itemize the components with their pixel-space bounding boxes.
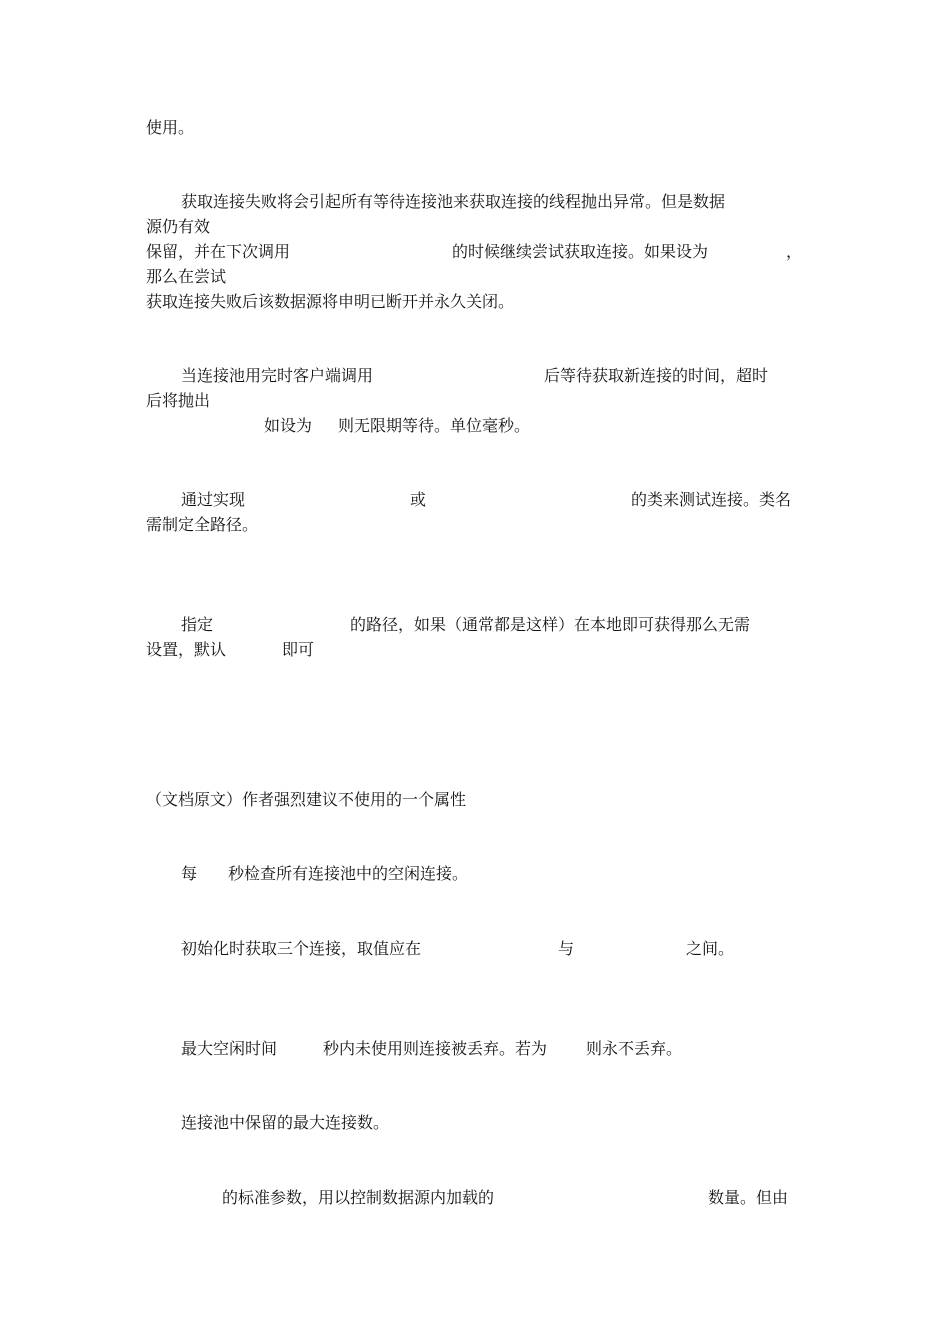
text-line: 通过实现: [181, 490, 246, 509]
text-line: （文档原文）作者强烈建议不使用的一个属性: [146, 790, 467, 809]
text-line: 初始化时获取三个连接，取值应在: [181, 939, 422, 958]
text-line: 则无限期等待。单位毫秒。: [338, 416, 531, 435]
text-line: 如设为: [264, 416, 313, 435]
text-line: 设置，默认: [146, 640, 227, 659]
text-line: 连接池中保留的最大连接数。: [181, 1113, 390, 1132]
text-line: 最大空闲时间: [181, 1039, 278, 1058]
text-line: 后等待获取新连接的时间，超时: [544, 366, 769, 385]
text-line: 秒检查所有连接池中的空闲连接。: [228, 864, 469, 883]
text-line: 之间。: [686, 939, 735, 958]
text-line: 保留，并在下次调用: [146, 242, 291, 261]
text-line: 每: [181, 864, 198, 883]
text-line: 指定: [181, 615, 214, 634]
text-line: 获取连接失败后该数据源将申明已断开并永久关闭。: [146, 292, 515, 311]
text-line: 源仍有效: [146, 217, 211, 236]
text-line: ，: [786, 242, 803, 261]
text-line: 使用。: [146, 118, 195, 137]
text-line: 秒内未使用则连接被丢弃。若为: [323, 1039, 548, 1058]
text-line: 那么在尝试: [146, 267, 227, 286]
text-line: 的时候继续尝试获取连接。如果设为: [452, 242, 709, 261]
text-line: 获取连接失败将会引起所有等待连接池来获取连接的线程抛出异常。但是数据: [181, 192, 726, 211]
text-line: 即可: [282, 640, 315, 659]
text-line: 需制定全路径。: [146, 515, 259, 534]
text-line: 的类来测试连接。类名: [631, 490, 792, 509]
text-line: 后将抛出: [146, 391, 211, 410]
text-line: 的标准参数，用以控制数据源内加载的: [222, 1188, 495, 1207]
text-line: 的路径，如果（通常都是这样）在本地即可获得那么无需: [350, 615, 751, 634]
text-line: 当连接池用完时客户端调用: [181, 366, 374, 385]
text-line: 与: [558, 939, 575, 958]
text-line: 则永不丢弃。: [586, 1039, 683, 1058]
text-line: 数量。但由: [708, 1188, 789, 1207]
text-line: 或: [410, 490, 427, 509]
